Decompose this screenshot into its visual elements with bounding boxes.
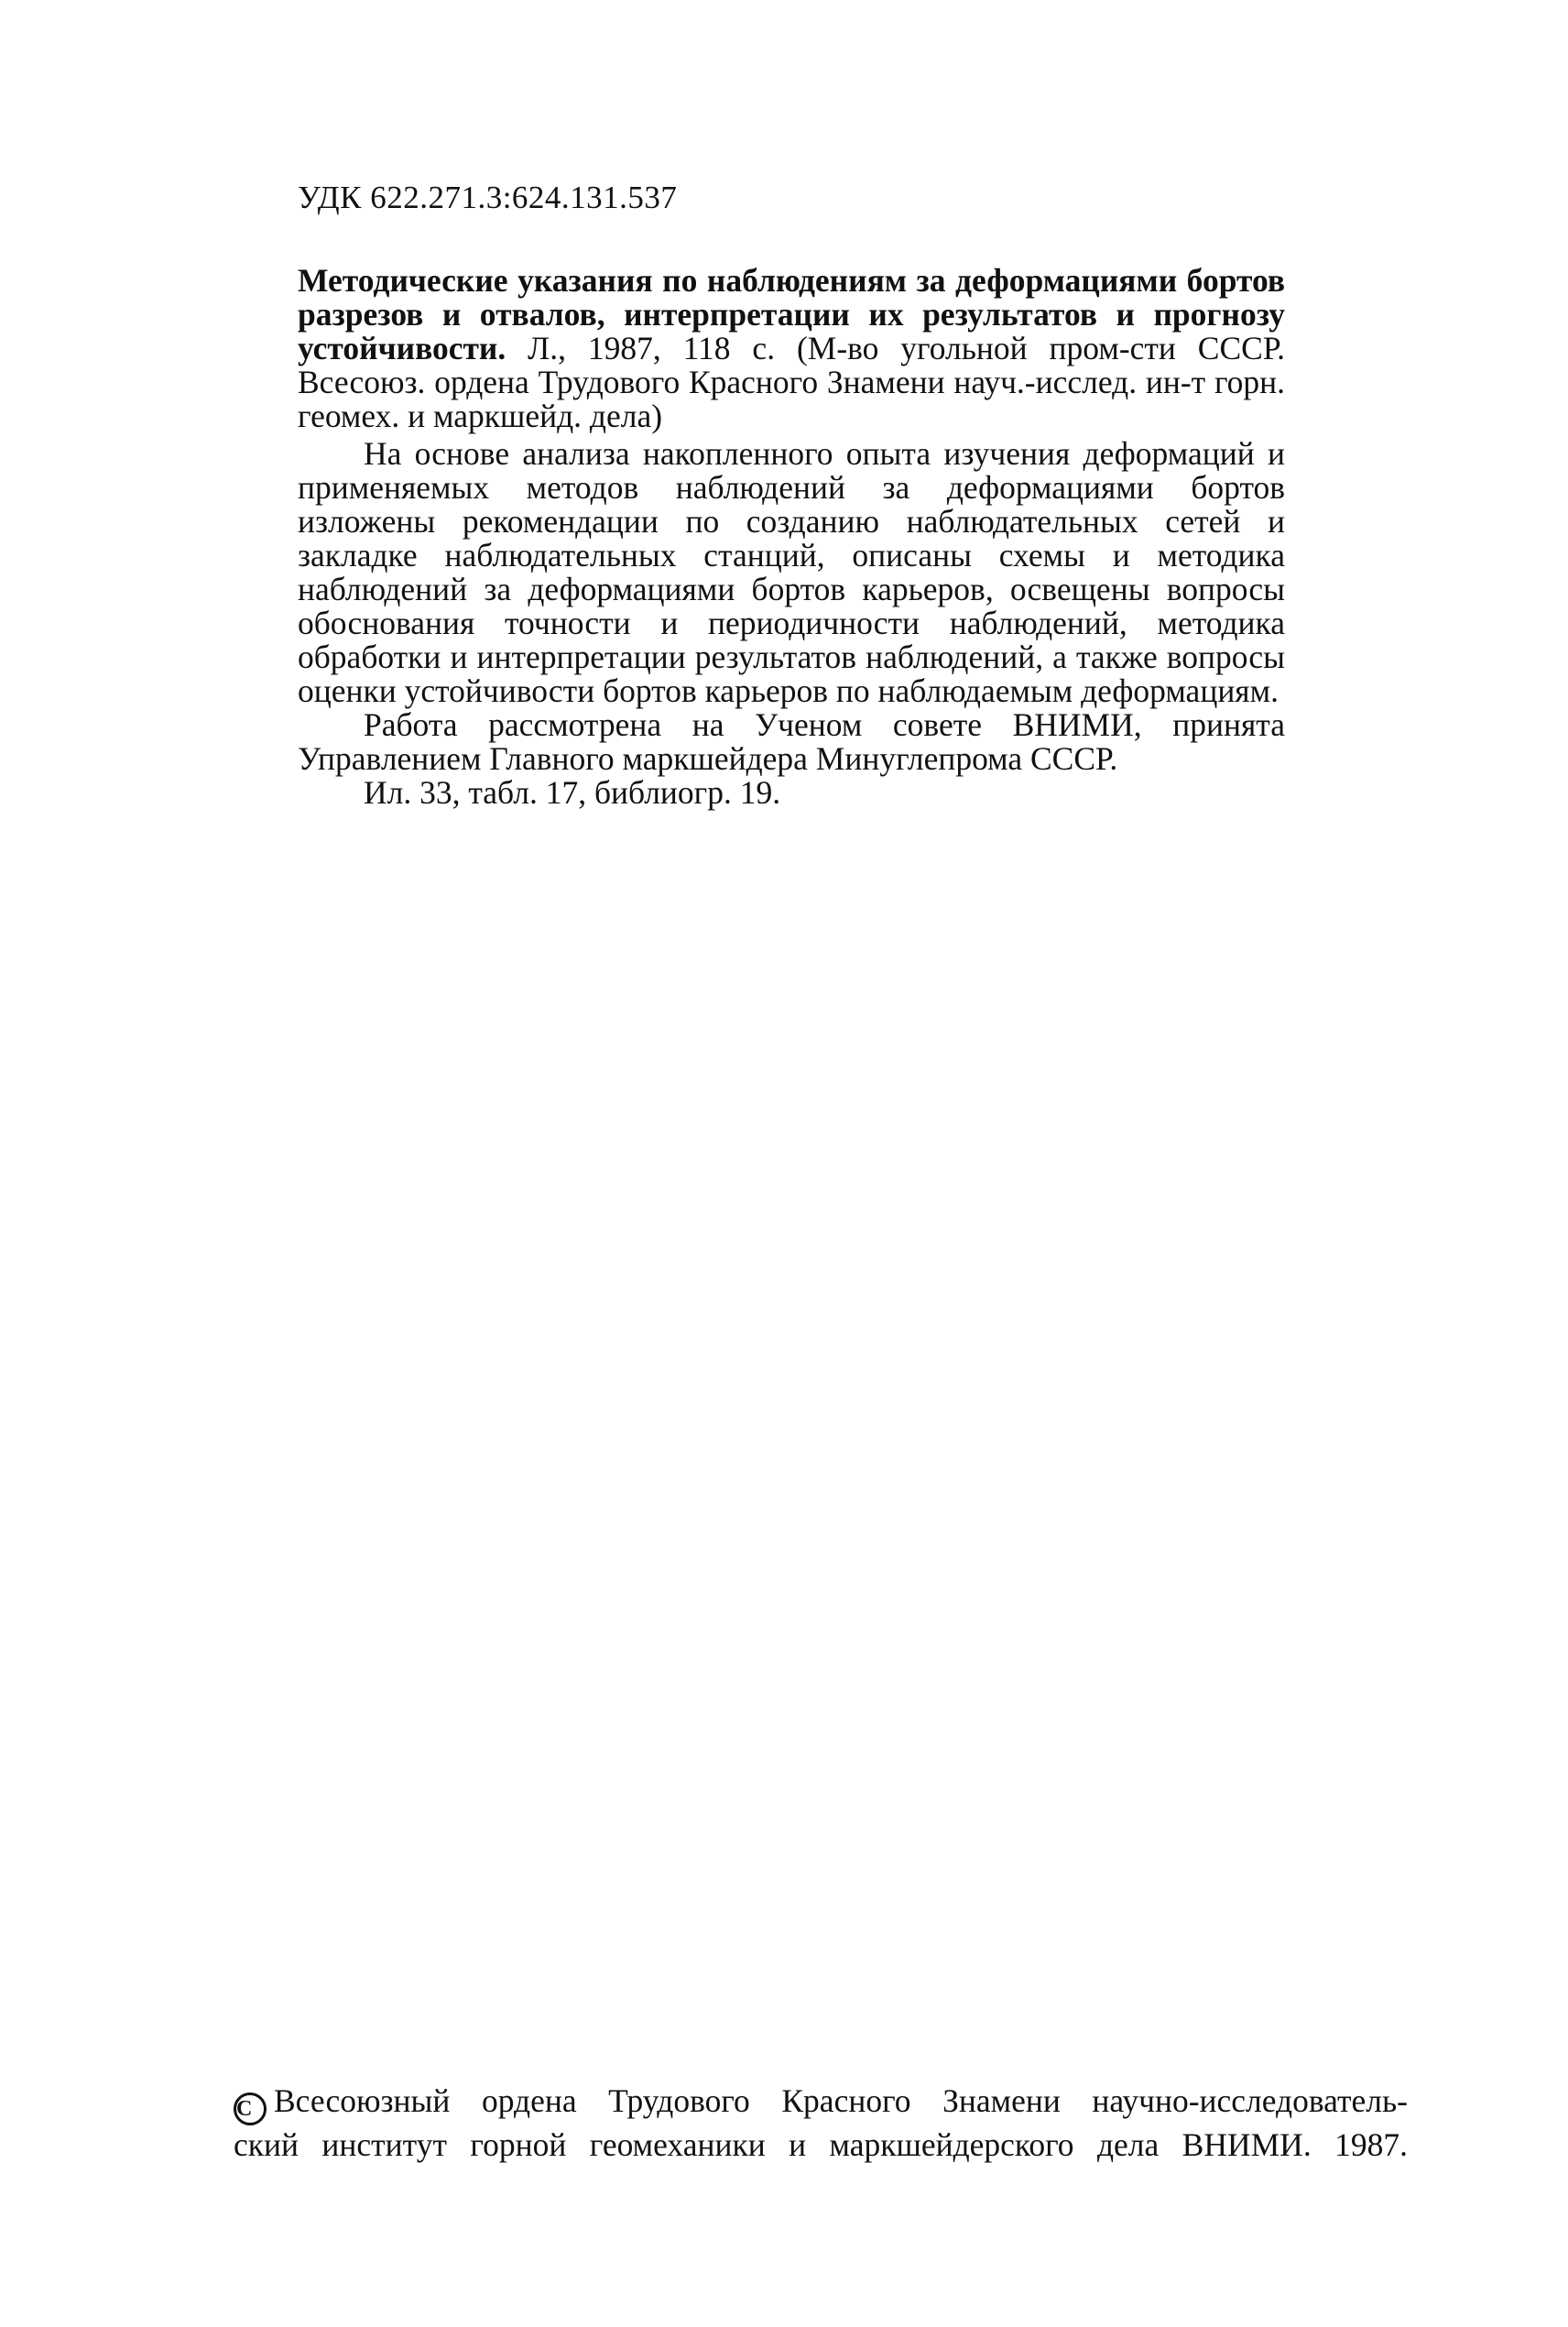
approval-paragraph: Работа рассмотрена на Ученом совете ВНИМИ, принята Управлением Главного маркшейдера Минуглепрома СССР. bbox=[298, 706, 1285, 777]
illustration-count: Ил. 33, табл. 17, библиогр. 19. bbox=[364, 774, 781, 811]
copyright-icon: C bbox=[234, 2092, 267, 2125]
copyright-notice bbox=[234, 2081, 1408, 2164]
publication-title: Методические указания по наблюдениям за деформациями бортов разрезов и отвалов, интерпретации их результатов и прогнозу устойчивости. bbox=[298, 262, 1285, 366]
udc-code: УДК 622.271.3:624.131.537 bbox=[298, 180, 678, 215]
copyright-text-1: Всесоюзный ордена Трудового Красного Знамени научно-исследователь- bbox=[274, 2082, 1408, 2119]
abstract-paragraph: На основе анализа накопленного опыта изучения деформаций и применяемых методов наблюдений за деформациями бортов изложены рекомендации по созданию наблюдательных сетей и закладке наблюдательных станций, описаны схемы и методика наблюдений за деформациями бортов карьеров, освещены вопросы обоснования точности и периодичности наблюдений, методика обработки и интерпретации результатов наблюдений, а также вопросы оценки устойчивости бортов карьеров по наблюдаемым деформациям. bbox=[298, 435, 1285, 709]
bibliographic-description bbox=[298, 264, 1285, 433]
copyright-line-1 bbox=[234, 2081, 1408, 2125]
abstract bbox=[298, 437, 1285, 810]
publication-details: Л., 1987, 118 с. (М-во угольной пром-сти СССР. Всесоюз. ордена Трудового Красного Знамени науч.-исслед. ин-т горн. геомех. и маркшейд. дела) bbox=[298, 330, 1286, 434]
copyright-line-2: ский институт горной геомеханики и маркшейдерского дела ВНИМИ. 1987. bbox=[234, 2126, 1408, 2163]
